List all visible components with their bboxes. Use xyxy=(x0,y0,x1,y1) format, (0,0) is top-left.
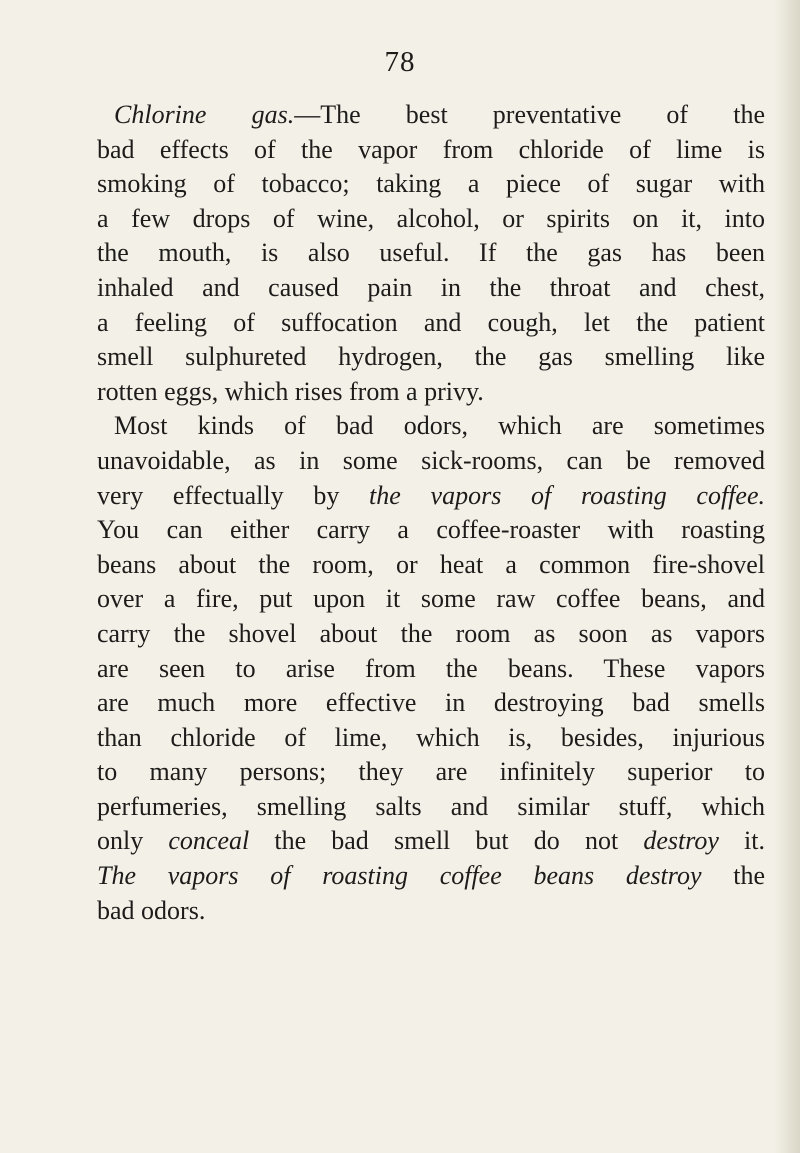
text-line xyxy=(97,409,765,444)
text-run: are seen to arise from the beans. These vapors xyxy=(97,653,765,683)
text-run: than chloride of lime, which is, besides, injurious xyxy=(97,722,765,752)
italic-text: destroy xyxy=(643,826,719,856)
text-line xyxy=(97,98,765,133)
page-number: 78 xyxy=(384,46,416,78)
text-line xyxy=(97,548,765,583)
text-run: the mouth, is also useful. If the gas has been xyxy=(97,238,765,268)
text-line xyxy=(97,686,765,721)
text-line xyxy=(97,167,765,202)
text-run: a few drops of wine, alcohol, or spirits on it, into xyxy=(97,203,765,233)
text-run: smell sulphureted hydrogen, the gas smelling like xyxy=(97,342,765,372)
text-line xyxy=(97,340,765,375)
body-text xyxy=(97,98,765,928)
page-edge-shadow xyxy=(774,0,800,1153)
text-run: bad effects of the vapor from chloride of lime is xyxy=(97,134,765,164)
text-run: beans about the room, or heat a common fire-shovel xyxy=(97,549,765,579)
text-line xyxy=(97,755,765,790)
text-line xyxy=(97,824,765,859)
text-line xyxy=(97,444,765,479)
text-line xyxy=(97,652,765,687)
text-line xyxy=(97,721,765,756)
text-run: very effectually by xyxy=(97,480,370,510)
text-run: a feeling of suffocation and cough, let the patient xyxy=(97,307,765,337)
text-line xyxy=(97,271,765,306)
text-run: inhaled and caused pain in the throat and chest, xyxy=(97,272,765,302)
text-run: You can either carry a coffee-roaster with roasting xyxy=(97,515,765,545)
text-line xyxy=(97,582,765,617)
text-run: over a fire, put upon it some raw coffee beans, and xyxy=(97,584,765,614)
text-run: rotten eggs, which rises from a privy. xyxy=(97,376,484,406)
text-run: are much more effective in destroying bad smells xyxy=(97,688,765,718)
text-line xyxy=(97,133,765,168)
italic-text: Chlorine gas. xyxy=(114,100,295,129)
text-run: it. xyxy=(718,826,765,856)
text-line xyxy=(97,202,765,237)
italic-text: the vapors of roasting coffee. xyxy=(369,480,765,510)
text-run: carry the shovel about the room as soon as vapors xyxy=(97,618,765,648)
text-run: unavoidable, as in some sick-rooms, can be removed xyxy=(97,445,765,475)
text-line xyxy=(97,859,765,894)
text-run: Most kinds of bad odors, which are sometimes xyxy=(114,411,765,441)
italic-text: conceal xyxy=(168,826,250,856)
text-line xyxy=(97,306,765,341)
text-line xyxy=(97,513,765,548)
text-run: to many persons; they are infinitely superior to xyxy=(97,757,765,787)
text-run: perfumeries, smelling salts and similar stuff, which xyxy=(97,791,765,821)
text-line xyxy=(97,617,765,652)
text-line xyxy=(97,375,765,410)
text-line xyxy=(97,894,765,929)
text-line xyxy=(97,236,765,271)
text-line xyxy=(97,479,765,514)
text-line xyxy=(97,790,765,825)
text-run: smoking of tobacco; taking a piece of sugar with xyxy=(97,169,765,199)
text-run: —The best preventative of the xyxy=(294,100,765,129)
text-run: bad odors. xyxy=(97,895,206,925)
text-run: the xyxy=(701,861,765,891)
italic-text: The vapors of roasting coffee beans destroy xyxy=(97,861,702,891)
text-run: the bad smell but do not xyxy=(249,826,644,856)
text-run: only xyxy=(97,826,169,856)
